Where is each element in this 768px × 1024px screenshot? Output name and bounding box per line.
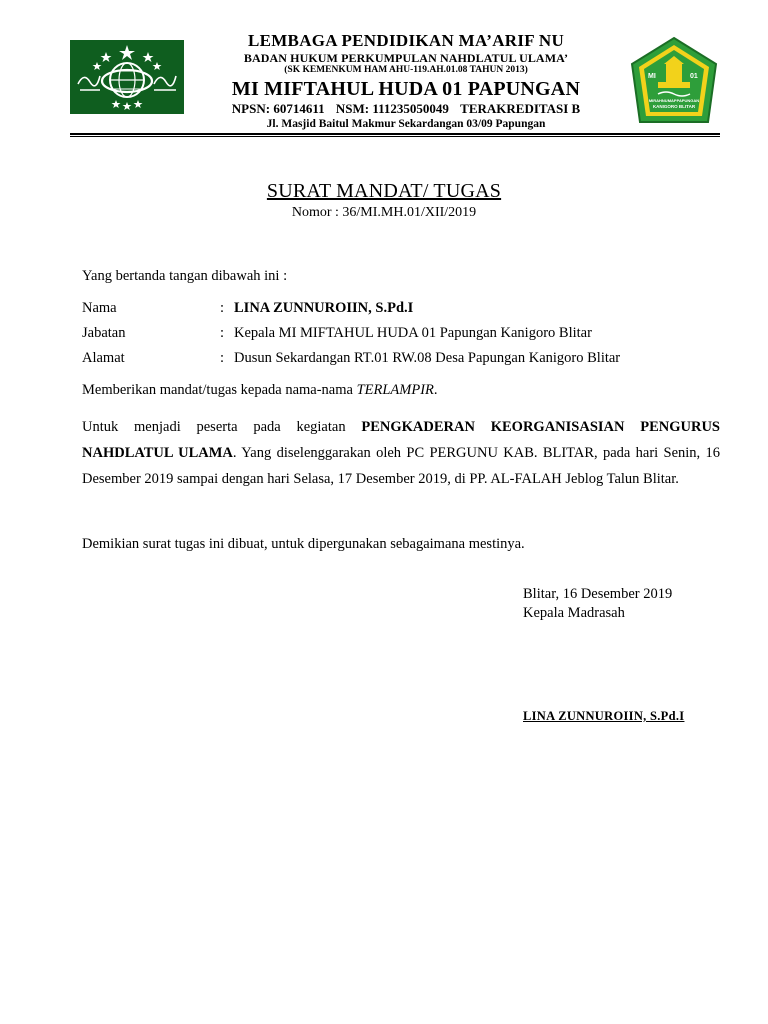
letter-title-block [0, 180, 768, 221]
field-row-name [82, 300, 620, 325]
school-address: Jl. Masjid Baitul Makmur Sekardangan 03/09 Papungan [266, 117, 546, 130]
mandate-prefix: Memberikan mandat/tugas kepada nama-nama [82, 382, 357, 398]
mandate-suffix: . [433, 382, 438, 398]
field-label: Jabatan [82, 325, 126, 341]
nsm: NSM: 111235050049 [335, 100, 449, 116]
school-name: MI MIFTAHUL HUDA 01 PAPUNGAN [231, 77, 581, 100]
field-colon: : [220, 325, 225, 341]
field-row-position [82, 325, 620, 350]
signature-block [523, 585, 672, 623]
closing-sentence: Demikian surat tugas ini dibuat, untuk dipergunakan sebagaimana mestinya. [82, 536, 525, 552]
field-colon: : [220, 350, 225, 366]
letterhead-rule-thin [70, 136, 720, 137]
purpose-prefix: Untuk menjadi peserta pada kegiatan [82, 419, 362, 435]
logo-bottom-text-1: MIRAHNUMAPPAPUNGAN [648, 98, 700, 103]
logo-bottom-text-2: KANIGORO BLITAR [652, 104, 696, 109]
school-ids [190, 102, 622, 115]
legal-entity: BADAN HUKUM PERKUMPULAN NAHDLATUL ULAMA’ [243, 51, 569, 65]
institution-name: LEMBAGA PENDIDIKAN MA’ARIF NU [247, 31, 565, 50]
purpose-rest: . Yang diselenggarakan oleh PC PERGUNU KAB. BLITAR, pada hari Senin, 16 Desember 2019 sampai dengan hari Selasa, 17 Desember 2019, di PP. AL-FALAH Jeblog Talun Blitar. [82, 445, 720, 487]
school-logo [628, 36, 720, 126]
signer-position: Kepala Madrasah [523, 605, 625, 621]
letterhead-rule-thick [70, 133, 720, 135]
field-value: Dusun Sekardangan RT.01 RW.08 Desa Papungan Kanigoro Blitar [234, 350, 621, 366]
field-label: Nama [82, 300, 117, 316]
letterhead [190, 30, 622, 130]
signatory-fields [82, 300, 620, 375]
mandate-sentence [82, 382, 438, 399]
intro-text: Yang bertanda tangan dibawah ini : [82, 268, 288, 284]
decree-number: (SK KEMENKUM HAM AHU-119.AH.01.08 TAHUN 2013) [284, 65, 528, 75]
purpose-paragraph [82, 414, 720, 492]
nu-logo [70, 40, 184, 114]
purpose-event: PENGKADERAN KEORGANISASIAN PENGURUS NAHDLATUL ULAMA [82, 419, 720, 461]
logo-01-text: 01 [690, 73, 698, 80]
field-row-address [82, 350, 620, 375]
logo-mi-text: MI [648, 73, 656, 80]
mandate-attached: TERLAMPIR [356, 382, 434, 398]
field-label: Alamat [82, 350, 125, 366]
signer-name: LINA ZUNNUROIIN, S.Pd.I [523, 709, 685, 723]
place-date: Blitar, 16 Desember 2019 [523, 586, 673, 602]
field-value: LINA ZUNNUROIIN, S.Pd.I [234, 300, 414, 316]
letter-number: Nomor : 36/MI.MH.01/XII/2019 [291, 205, 477, 220]
letter-title: SURAT MANDAT/ TUGAS [266, 180, 502, 202]
field-value: Kepala MI MIFTAHUL HUDA 01 Papungan Kanigoro Blitar [234, 325, 592, 341]
field-colon: : [220, 300, 225, 316]
accreditation: TERAKREDITASI B [460, 100, 581, 116]
npsn: NPSN: 60714611 [231, 100, 325, 116]
